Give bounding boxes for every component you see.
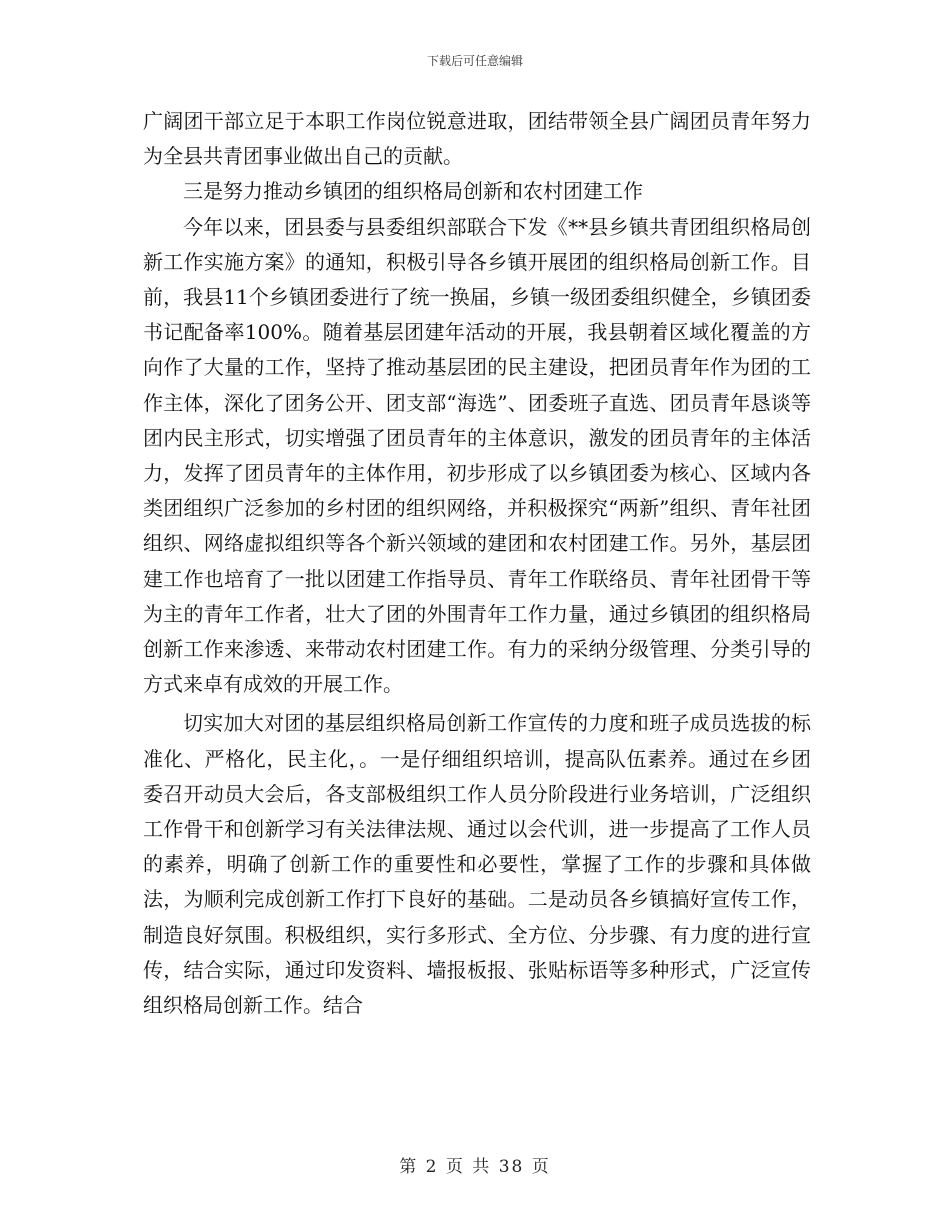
paragraph-organization-reform: 今年以来，团县委与县委组织部联合下发《**县乡镇共青团组织格局创新工作实施方案》的通知，积极引导各乡镇开展团的组织格局创新工作。目前，我县11个乡镇团委进行了统一换届，乡镇一级团委组织健全，乡镇团委书记配备率100%。随着基层团建年活动的开展，我县朝着区域化覆盖的方向作了大量的工作，坚持了推动基层团的民主建设，把团员青年作为团的工作主体，深化了团务公开、团支部“海选”、团委班子直选、团员青年恳谈等团内民主形式，切实增强了团员青年的主体意识，激发的团员青年的主体活力，发挥了团员青年的主体作用，初步形成了以乡镇团委为核心、区域内各类团组织广泛参加的乡村团的组织网络，并积极探究“两新”组织、青年社团组织、网络虚拟组织等各个新兴领域的建团和农村团建工作。另外，基层团建工作也培育了一批以团建工作指导员、青年工作联络员、青年社团骨干等为主的青年工作者，壮大了团的外围青年工作力量，通过乡镇团的组织格局创新工作来渗透、来带动农村团建工作。有力的采纳分级管理、分类引导的方式来卓有成效的开展工作。 — [143, 214, 811, 697]
document-body — [143, 104, 811, 1023]
section-heading: 三是努力推动乡镇团的组织格局创新和农村团建工作 — [183, 179, 643, 204]
paragraph-publicity-training: 切实加大对团的基层组织格局创新工作宣传的力度和班子成员选拔的标准化、严格化，民主化，。一是仔细组织培训，提高队伍素养。通过在乡团委召开动员大会后，各支部极组织工作人员分阶段进行业务培训，广泛组织工作骨干和创新学习有关法律法规、通过以会代训，进一步提高了工作人员的素养，明确了创新工作的重要性和必要性，掌握了工作的步骤和具体做法，为顺利完成创新工作打下良好的基础。二是动员各乡镇搞好宣传工作，制造良好氛围。积极组织，实行多形式、全方位、分步骤、有力度的进行宣传，结合实际，通过印发资料、墙报板报、张贴标语等多种形式，广泛宣传组织格局创新工作。结合 — [143, 711, 811, 1018]
page-header: 下载后可任意编辑 — [426, 54, 523, 68]
page-footer: 第 2 页 共 38 页 — [399, 1157, 551, 1177]
paragraph-continuation: 广阔团干部立足于本职工作岗位锐意进取，团结带领全县广阔团员青年努力为全县共青团事业做出自己的贡献。 — [143, 109, 811, 169]
